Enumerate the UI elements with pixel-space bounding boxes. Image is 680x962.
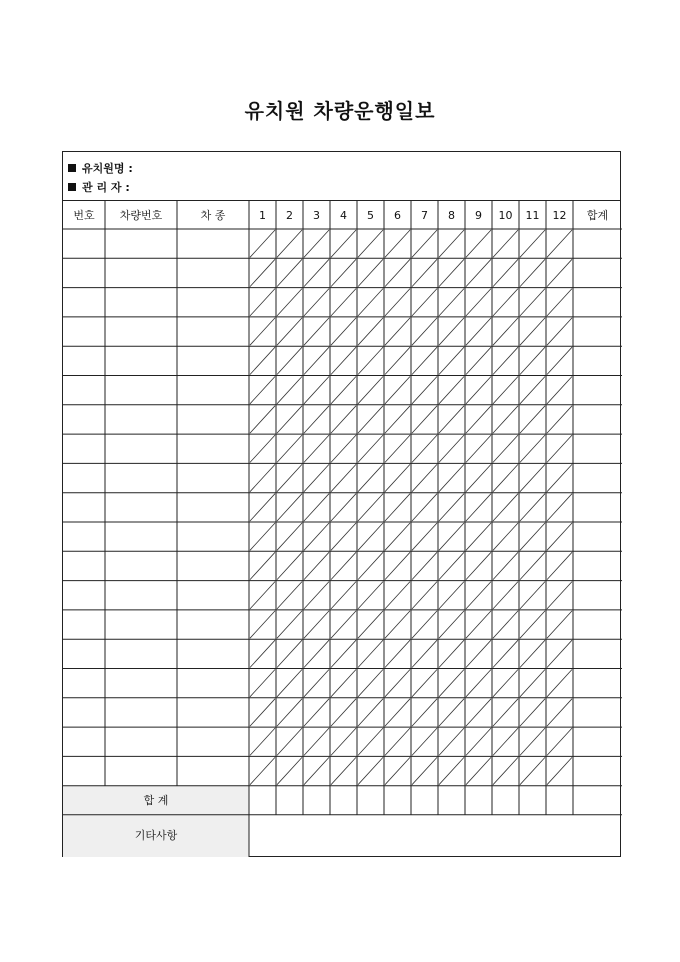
header-month-4: 4 [340, 209, 347, 222]
diagonal-mark [250, 377, 275, 404]
diagonal-mark [304, 611, 329, 638]
diagonal-mark [358, 670, 383, 697]
diagonal-mark [493, 230, 518, 257]
diagonal-mark [331, 757, 356, 784]
kindergarten-name-line [68, 160, 133, 176]
diagonal-mark [466, 259, 491, 286]
diagonal-mark [304, 464, 329, 491]
header-month-9: 9 [475, 209, 482, 222]
diagonal-mark [304, 318, 329, 345]
diagonal-mark [412, 435, 437, 462]
diagonal-mark [358, 289, 383, 316]
diagonal-mark [385, 435, 410, 462]
diagonal-mark [466, 347, 491, 374]
diagonal-mark [304, 406, 329, 433]
diagonal-mark [250, 640, 275, 667]
diagonal-mark [466, 728, 491, 755]
diagonal-mark [331, 640, 356, 667]
diagonal-mark [439, 670, 464, 697]
diagonal-mark [493, 757, 518, 784]
diagonal-mark [493, 611, 518, 638]
diagonal-mark [493, 435, 518, 462]
diagonal-mark [412, 289, 437, 316]
diagonal-mark [493, 523, 518, 550]
diagonal-mark [520, 347, 545, 374]
diagonal-mark [277, 552, 302, 579]
diagonal-mark [412, 728, 437, 755]
log-table [63, 201, 622, 857]
diagonal-mark [493, 464, 518, 491]
diagonal-mark [304, 728, 329, 755]
diagonal-mark [520, 582, 545, 609]
diagonal-mark [412, 611, 437, 638]
diagonal-mark [250, 464, 275, 491]
diagonal-mark [493, 318, 518, 345]
diagonal-mark [385, 552, 410, 579]
diagonal-mark [412, 230, 437, 257]
diagonal-mark [547, 435, 572, 462]
diagonal-mark [358, 347, 383, 374]
diagonal-mark [331, 464, 356, 491]
diagonal-mark [277, 494, 302, 521]
diagonal-mark [547, 259, 572, 286]
header-number: 번호 [73, 209, 95, 222]
diagonal-mark [358, 435, 383, 462]
diagonal-mark [250, 699, 275, 726]
diagonal-mark [493, 670, 518, 697]
header-month-11: 11 [525, 209, 540, 222]
diagonal-mark [385, 318, 410, 345]
header-vehicle-number: 차량번호 [119, 209, 163, 222]
manager-label: 관 리 자 : [82, 181, 130, 194]
diagonal-mark [304, 377, 329, 404]
diagonal-mark [547, 523, 572, 550]
diagonal-mark [466, 230, 491, 257]
diagonal-mark [250, 289, 275, 316]
diagonal-mark [277, 611, 302, 638]
header-month-1: 1 [259, 209, 266, 222]
remarks-label: 기타사항 [134, 829, 178, 843]
diagonal-mark [250, 318, 275, 345]
diagonal-mark [439, 347, 464, 374]
diagonal-mark [277, 289, 302, 316]
diagonal-mark [493, 552, 518, 579]
diagonal-mark [547, 464, 572, 491]
header-month-6: 6 [394, 209, 401, 222]
diagonal-mark [547, 318, 572, 345]
diagonal-mark [331, 230, 356, 257]
diagonal-mark [250, 230, 275, 257]
diagonal-mark [520, 494, 545, 521]
diagonal-mark [439, 318, 464, 345]
diagonal-mark [493, 406, 518, 433]
diagonal-mark [304, 494, 329, 521]
diagonal-mark [439, 611, 464, 638]
diagonal-mark [466, 670, 491, 697]
diagonal-mark [439, 230, 464, 257]
diagonal-mark [304, 230, 329, 257]
diagonal-mark [493, 640, 518, 667]
square-bullet-icon [68, 183, 76, 191]
page-title: 유치원 차량운행일보 [244, 99, 436, 123]
diagonal-mark [520, 670, 545, 697]
diagonal-mark [277, 259, 302, 286]
diagonal-mark [250, 347, 275, 374]
info-box [63, 152, 620, 201]
diagonal-mark [250, 611, 275, 638]
diagonal-mark [520, 377, 545, 404]
diagonal-mark [304, 640, 329, 667]
diagonal-mark [466, 435, 491, 462]
diagonal-mark [385, 406, 410, 433]
diagonal-mark [358, 552, 383, 579]
diagonal-mark [331, 377, 356, 404]
diagonal-mark [466, 464, 491, 491]
diagonal-mark [385, 582, 410, 609]
header-month-12: 12 [552, 209, 567, 222]
diagonal-mark [493, 289, 518, 316]
diagonal-mark [304, 552, 329, 579]
diagonal-mark [520, 435, 545, 462]
diagonal-mark [277, 230, 302, 257]
diagonal-mark [250, 406, 275, 433]
diagonal-mark [385, 757, 410, 784]
diagonal-mark [520, 523, 545, 550]
diagonal-mark [466, 318, 491, 345]
diagonal-mark [385, 464, 410, 491]
diagonal-mark [385, 230, 410, 257]
diagonal-mark [358, 523, 383, 550]
diagonal-mark [547, 230, 572, 257]
diagonal-mark [331, 552, 356, 579]
kindergarten-name-label: 유치원명 : [82, 162, 133, 175]
header-month-2: 2 [286, 209, 293, 222]
diagonal-mark [304, 523, 329, 550]
diagonal-mark [520, 464, 545, 491]
diagonal-mark [385, 259, 410, 286]
header-month-5: 5 [367, 209, 374, 222]
diagonal-mark [331, 728, 356, 755]
diagonal-mark [547, 289, 572, 316]
diagonal-mark [385, 728, 410, 755]
diagonal-mark [385, 670, 410, 697]
diagonal-mark [520, 757, 545, 784]
diagonal-mark [385, 494, 410, 521]
diagonal-mark [304, 757, 329, 784]
diagonal-mark [331, 582, 356, 609]
diagonal-mark [520, 640, 545, 667]
diagonal-mark [439, 757, 464, 784]
diagonal-mark [412, 494, 437, 521]
diagonal-mark [547, 494, 572, 521]
diagonal-mark [412, 406, 437, 433]
diagonal-mark [304, 670, 329, 697]
diagonal-mark [466, 552, 491, 579]
diagonal-mark [493, 347, 518, 374]
diagonal-mark [466, 582, 491, 609]
diagonal-mark [358, 611, 383, 638]
summary-label: 합 계 [143, 794, 169, 808]
vehicle-log-sheet [62, 151, 621, 857]
diagonal-mark [439, 728, 464, 755]
diagonal-mark [439, 406, 464, 433]
diagonal-mark [358, 757, 383, 784]
diagonal-mark [412, 464, 437, 491]
diagonal-mark [277, 640, 302, 667]
diagonal-mark [412, 670, 437, 697]
diagonal-mark [385, 347, 410, 374]
diagonal-mark [331, 347, 356, 374]
diagonal-mark [304, 347, 329, 374]
diagonal-mark [466, 289, 491, 316]
diagonal-mark [358, 230, 383, 257]
header-month-3: 3 [313, 209, 320, 222]
diagonal-mark [412, 582, 437, 609]
diagonal-mark [493, 259, 518, 286]
diagonal-mark [358, 494, 383, 521]
diagonal-mark [493, 494, 518, 521]
diagonal-mark [385, 289, 410, 316]
diagonal-mark [493, 582, 518, 609]
diagonal-mark [439, 377, 464, 404]
header-month-8: 8 [448, 209, 455, 222]
diagonal-mark [520, 259, 545, 286]
diagonal-mark [520, 230, 545, 257]
diagonal-mark [331, 318, 356, 345]
diagonal-mark [439, 494, 464, 521]
diagonal-mark [277, 318, 302, 345]
diagonal-mark [547, 611, 572, 638]
square-bullet-icon [68, 164, 76, 172]
diagonal-mark [358, 640, 383, 667]
diagonal-mark [547, 640, 572, 667]
diagonal-mark [493, 377, 518, 404]
diagonal-mark [412, 523, 437, 550]
diagonal-mark [277, 670, 302, 697]
diagonal-mark [520, 406, 545, 433]
diagonal-mark [493, 728, 518, 755]
diagonal-mark [520, 289, 545, 316]
diagonal-mark [304, 259, 329, 286]
diagonal-mark [439, 640, 464, 667]
diagonal-mark [412, 259, 437, 286]
diagonal-mark [331, 494, 356, 521]
diagonal-mark [385, 699, 410, 726]
diagonal-mark [547, 377, 572, 404]
diagonal-mark [358, 318, 383, 345]
diagonal-mark [466, 377, 491, 404]
diagonal-mark [547, 728, 572, 755]
diagonal-mark [439, 552, 464, 579]
diagonal-mark [358, 464, 383, 491]
diagonal-mark [250, 259, 275, 286]
diagonal-mark [250, 728, 275, 755]
diagonal-mark [493, 699, 518, 726]
diagonal-mark [331, 523, 356, 550]
diagonal-mark [250, 435, 275, 462]
diagonal-mark [358, 582, 383, 609]
diagonal-mark [304, 289, 329, 316]
diagonal-mark [385, 611, 410, 638]
header-vehicle-type: 차 종 [200, 209, 226, 222]
diagonal-mark [277, 582, 302, 609]
manager-line [68, 179, 130, 195]
diagonal-mark [547, 347, 572, 374]
diagonal-mark [466, 611, 491, 638]
diagonal-mark [412, 347, 437, 374]
diagonal-mark [277, 699, 302, 726]
diagonal-mark [277, 523, 302, 550]
diagonal-mark [412, 552, 437, 579]
diagonal-mark [358, 699, 383, 726]
diagonal-mark [385, 640, 410, 667]
diagonal-mark [250, 582, 275, 609]
diagonal-mark [331, 289, 356, 316]
diagonal-mark [250, 552, 275, 579]
diagonal-mark [520, 552, 545, 579]
diagonal-mark [412, 377, 437, 404]
diagonal-mark [439, 289, 464, 316]
diagonal-mark [547, 552, 572, 579]
diagonal-mark [466, 406, 491, 433]
diagonal-mark [304, 699, 329, 726]
diagonal-mark [250, 523, 275, 550]
diagonal-mark [547, 406, 572, 433]
diagonal-mark [277, 757, 302, 784]
diagonal-mark [439, 582, 464, 609]
diagonal-mark [331, 406, 356, 433]
diagonal-mark [358, 377, 383, 404]
diagonal-mark [250, 670, 275, 697]
diagonal-mark [520, 728, 545, 755]
diagonal-mark [277, 435, 302, 462]
diagonal-mark [412, 699, 437, 726]
diagonal-mark [466, 494, 491, 521]
diagonal-mark [439, 259, 464, 286]
diagonal-mark [358, 728, 383, 755]
diagonal-mark [331, 435, 356, 462]
diagonal-mark [439, 464, 464, 491]
diagonal-mark [358, 406, 383, 433]
diagonal-mark [277, 464, 302, 491]
diagonal-mark [277, 406, 302, 433]
diagonal-mark [439, 523, 464, 550]
diagonal-mark [250, 757, 275, 784]
diagonal-mark [385, 377, 410, 404]
diagonal-mark [547, 582, 572, 609]
diagonal-mark [466, 523, 491, 550]
diagonal-mark [331, 699, 356, 726]
diagonal-mark [439, 699, 464, 726]
header-total: 합계 [586, 209, 609, 222]
diagonal-mark [277, 347, 302, 374]
diagonal-mark [412, 318, 437, 345]
diagonal-mark [331, 259, 356, 286]
diagonal-mark [466, 699, 491, 726]
diagonal-mark [385, 523, 410, 550]
diagonal-mark [466, 640, 491, 667]
diagonal-mark [304, 582, 329, 609]
header-month-7: 7 [421, 209, 428, 222]
diagonal-mark [466, 757, 491, 784]
diagonal-mark [331, 611, 356, 638]
diagonal-mark [547, 670, 572, 697]
diagonal-mark [304, 435, 329, 462]
diagonal-mark [277, 728, 302, 755]
header-month-10: 10 [498, 209, 513, 222]
diagonal-mark [277, 377, 302, 404]
diagonal-mark [412, 640, 437, 667]
diagonal-mark [250, 494, 275, 521]
diagonal-mark [439, 435, 464, 462]
diagonal-mark [547, 699, 572, 726]
diagonal-mark [520, 611, 545, 638]
diagonal-mark [520, 318, 545, 345]
diagonal-mark [520, 699, 545, 726]
diagonal-mark [547, 757, 572, 784]
diagonal-mark [412, 757, 437, 784]
diagonal-mark [331, 670, 356, 697]
diagonal-mark [358, 259, 383, 286]
